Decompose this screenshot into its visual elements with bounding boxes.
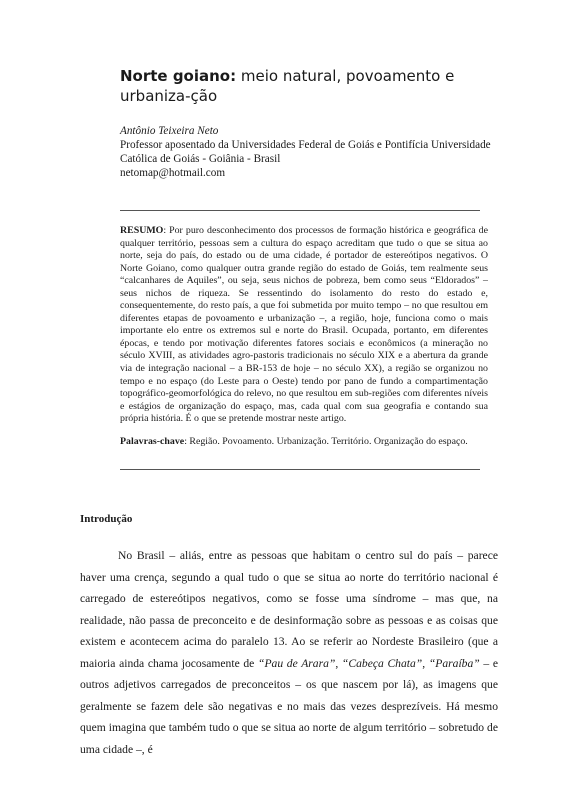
keywords-label: Palavras-chave [120,436,185,447]
abstract-text: : Por puro desconhecimento dos processos de formação histórica e geográfica de qualquer território, pessoas sem a cultura do espaço acreditam que tudo o que se situa ao norte, seja do país, do estado ou de uma cidade, é portador de estereótipos negativos. O Norte Goiano, como qualquer outra grande região do estado de Goiás, tem realmente seus “calcanhares de Aquiles”, ou seja, seus nichos de pobreza, bem como seus “Eldorados” – seus nichos de riqueza. Se ressentindo do isolamento do resto do estado e, consequentemente, do resto país, a que foi submetida por muito tempo – no que resultou em diferentes etapas de povoamento e urbanização –, a região, hoje, funciona como o mais importante elo entre os extremos sul e norte do Brasil. Ocupada, portanto, em diferentes épocas, e tendo por motivação diferentes fatores sociais e econômicos (a mineração no século XVIII, as atividades agro-pastoris tradicionais no século XIX e a abertura da grande via de integração nacional – a BR-153 de hoje – no século XX), a região se organizou no tempo e no espaço (do Leste para o Oeste) tendo por pano de fundo a compartimentação topográfico-geomorfológica do relevo, no que resultou em sub-regiões com diferentes níveis e estágios de organização do espaço, mas, cada qual com sua geografia e contando sua própria história. É o que se pretende mostrar neste artigo. [120,225,488,425]
author-affiliation: Professor aposentado da Universidades Federal de Goiás e Pontifícia Universidade Católica de Goiás - Goiânia - Brasil [120,139,491,165]
author-email: netomap@hotmail.com [120,167,226,179]
section-heading: Introdução [80,513,133,525]
body-paragraph [80,545,498,760]
author-name: Antônio Teixeira Neto [120,125,219,137]
quote-2: “Cabeça Chata” [341,656,423,670]
body-text-part2: – e outros adjetivos carregados de preconceitos – os que nascem por lá), as imagens que geralmente se fazem dele são negativas e no mais das vezes desprezíveis. Há mesmo quem imagina que também tudo o que se situa ao norte de algum território – sobretudo de uma cidade –, é [80,656,499,756]
separator-2: , [422,656,429,670]
title-rest: meio natural, povoamento e urbaniza-ção [120,67,455,105]
abstract [120,225,488,426]
separator-1: , [335,656,342,670]
keywords [120,436,488,449]
divider-top [120,210,480,211]
keywords-text: : Região. Povoamento. Urbanização. Território. Organização do espaço. [184,436,468,447]
quote-3: “Paraíba” [428,656,480,670]
divider-bottom [120,469,480,470]
body-text-part1: No Brasil – aliás, entre as pessoas que habitam o centro sul do país – parece haver uma crença, segundo a qual tudo o que se situa ao norte do território nacional é carregado de estereótipos negativos, como se fosse uma síndrome – mas que, na realidade, não passa de preconceito e de desinformação sobre as pessoas e as coisas que existem e acontecem acima do paralelo 13. Ao se referir ao Nordeste Brasileiro (que a maioria ainda chama jocosamente de [80,549,498,670]
article-title [120,66,490,106]
quote-1: “Pau de Arara” [258,656,336,670]
author-block [120,124,492,180]
abstract-label: RESUMO [120,225,164,236]
title-bold: Norte goiano: [120,67,237,85]
